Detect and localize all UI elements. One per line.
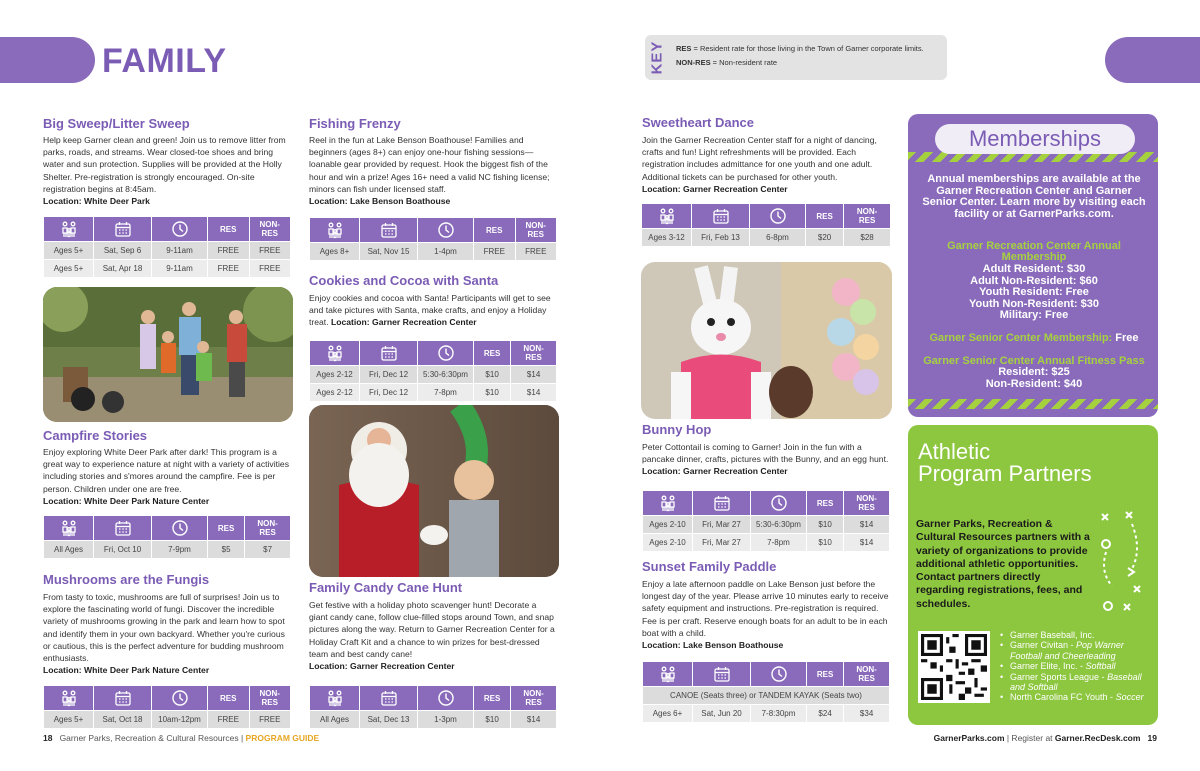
family-cleanup-photo [43, 287, 293, 422]
family-icon [60, 519, 78, 537]
clock-icon [171, 519, 189, 537]
footer-right: GarnerParks.com | Register at Garner.RecDesk.com 19 [933, 733, 1157, 743]
santa-photo [309, 405, 559, 577]
family-icon [658, 207, 676, 225]
partner-item: • Garner Baseball, Inc. [1000, 630, 1155, 640]
program-desc-candy-cane: Get festive with a holiday photo scavenger hunt! Decorate a giant candy cane, follow clue-filled stops around Town, and snap pictures along the way. Return to Garner Recreation Center for a Holiday Craft Kit and a chance to win prizes for best-dressed team and best candy cane! Location: Garner Recreation Center [309, 600, 555, 672]
schedule-table-mushrooms: RES NON- RES Ages 5+ Sat, Oct 18 10am-12pm FREE FREE [43, 685, 291, 729]
program-title-fishing: Fishing Frenzy [309, 116, 401, 131]
bunny-photo [641, 262, 892, 419]
schedule-table-campfire: RES NON- RES All Ages Fri, Oct 10 7-9pm $5 $7 [43, 515, 291, 559]
program-title-cocoa: Cookies and Cocoa with Santa [309, 273, 499, 288]
program-title-sweetheart: Sweetheart Dance [642, 115, 754, 130]
header-tab-right [1105, 37, 1200, 83]
partner-list [1000, 630, 1155, 703]
rec-center-heading: Garner Recreation Center Annual Membership [947, 240, 1121, 263]
calendar-icon [114, 519, 132, 537]
calendar-icon [114, 220, 132, 238]
program-desc-cocoa: Enjoy cookies and cocoa with Santa! Participants will get to see and take pictures with Santa, make crafts, and enjoy a Holiday treat. Location: Garner Recreation Center [309, 293, 551, 328]
stripe-divider-bottom [908, 399, 1158, 409]
partner-item: • Garner Sports League - Baseball and Softball [1000, 672, 1155, 693]
program-title-big-sweep: Big Sweep/Litter Sweep [43, 116, 190, 131]
calendar-icon [114, 689, 132, 707]
footer-left: 18 Garner Parks, Recreation & Cultural Resources | PROGRAM GUIDE [43, 733, 320, 743]
partner-item: • Garner Elite, Inc. - Softball [1000, 661, 1155, 671]
memberships-title: Memberships [935, 124, 1135, 154]
schedule-table-sweetheart: RES NON- RES Ages 3-12 Fri, Feb 13 6-8pm $20 $28 [641, 203, 891, 247]
clock-icon [770, 494, 788, 512]
program-title-candy-cane: Family Candy Cane Hunt [309, 580, 463, 595]
schedule-table-cocoa: RES NON- RES Ages 2-12 Fri, Dec 12 5:30-6:30pm $10 $14 Ages 2-12 Fri, Dec 12 7-8pm $10 $14 [309, 340, 557, 402]
program-desc-mushrooms: From tasty to toxic, mushrooms are full of surprises! Join us to explore the fascinating world of fungi. Discover the incredible variety of mushrooms growing in the park and learn how to spot and identify them in your own backyard. Whether you're curious or cautious, this is the perfect adventure for budding mushroom enthusiasts. Location: White Deer Park Nature Center [43, 592, 285, 676]
schedule-table-bunny: RES NON- RES Ages 2-10 Fri, Mar 27 5:30-6:30pm $10 $14 Ages 2-10 Fri, Mar 27 7-8pm $10 $14 [642, 490, 890, 552]
athletic-description: Garner Parks, Recreation & Cultural Resources partners with a variety of organizations to provide additional athletic opportunities. Contact partners directly regarding registrations, fees, and schedules. [916, 518, 1090, 610]
schedule-table-big-sweep: RES NON- RES Ages 5+ Sat, Sep 6 9-11am FREE FREE Ages 5+ Sat, Apr 18 9-11am FREE FREE [43, 216, 291, 278]
footer-site-link[interactable]: GarnerParks.com [933, 733, 1005, 743]
program-desc-bunny: Peter Cottontail is coming to Garner! Join in the fun with a pancake dinner, crafts, pictures with the Bunny, and an egg hunt. Location: Garner Recreation Center [642, 442, 889, 477]
clock-icon [437, 689, 455, 707]
clock-icon [769, 207, 787, 225]
program-desc-fishing: Reel in the fun at Lake Benson Boathouse! Families and beginners (ages 8+) can enjoy one-hour fishing sessions—loanable gear provided by request. Hook the biggest fish of the hour and win a prize! Ages 16+ need a valid NC fishing license; minors can fish under licensed staff. Location: Lake Benson Boathouse [309, 135, 550, 207]
header-tab-left [0, 37, 95, 83]
program-title-paddle: Sunset Family Paddle [642, 559, 777, 574]
clock-icon [770, 665, 788, 683]
footer-register-link[interactable]: Garner.RecDesk.com [1054, 733, 1141, 743]
family-icon [659, 494, 677, 512]
partner-item: • Garner Civitan - Pop Warner Football and Cheerleading [1000, 640, 1155, 661]
fitness-pass-rates: Resident: $25 Non-Resident: $40 [985, 366, 1083, 390]
program-title-campfire: Campfire Stories [43, 428, 148, 443]
partner-item: • North Carolina FC Youth - Soccer [1000, 692, 1155, 702]
program-desc-sweetheart: Join the Garner Recreation Center staff for a night of dancing, crafts and fun! Light refreshments will be provided. Each registration includes admittance for one youth and one adult. Additional tickets can be purchased for other youth. Location: Garner Recreation Center [642, 135, 877, 194]
clock-icon [437, 221, 455, 239]
memberships-intro: Annual memberships are available at the Garner Recreation Center and Garner Senior Center. Learn more by visiting each facility or at GarnerParks.com. [922, 173, 1146, 220]
program-title-mushrooms: Mushrooms are the Fungis [43, 572, 210, 587]
qr-code-icon[interactable] [918, 631, 990, 703]
clock-icon [437, 344, 455, 362]
family-icon [60, 220, 78, 238]
clock-icon [171, 220, 189, 238]
page-title: FAMILY [102, 42, 227, 80]
key-res-line: RES = Resident rate for those living in the Town of Garner corporate limits. [676, 44, 924, 53]
rec-center-rates: Adult Resident: $30 Adult Non-Resident: $60 Youth Resident: Free Youth Non-Resident: $30 Military: Free [969, 263, 1099, 321]
calendar-icon [713, 494, 731, 512]
calendar-icon [380, 689, 398, 707]
schedule-table-candy-cane: RES NON- RES All Ages Sat, Dec 13 1-3pm $10 $14 [309, 685, 557, 729]
calendar-icon [713, 665, 731, 683]
clock-icon [171, 689, 189, 707]
family-icon [659, 665, 677, 683]
program-desc-big-sweep: Help keep Garner clean and green! Join us to remove litter from parks, roads, and streams. Wear closed-toe shoes and bring water and sun protection. Supplies will be provided at the Holly Shelter. Pre-registration is strongly encouraged. On-site registration begins at 8:45am. Location: White Deer Park [43, 135, 286, 207]
family-icon [326, 221, 344, 239]
family-icon [60, 689, 78, 707]
family-icon [326, 689, 344, 707]
senior-center-membership: Garner Senior Center Membership: Free [929, 332, 1139, 344]
schedule-table-fishing: RES NON- RES Ages 8+ Sat, Nov 15 1-4pm FREE FREE [309, 217, 557, 261]
program-title-bunny: Bunny Hop [642, 422, 712, 437]
key-label: KEY [648, 40, 666, 75]
calendar-icon [380, 344, 398, 362]
athletic-title: Athletic Program Partners [918, 439, 1092, 486]
schedule-table-paddle: RES NON- RES CANOE (Seats three) or TANDEM KAYAK (Seats two) Ages 6+ Sat, Jun 20 7-8:30pm $24 $34 [642, 661, 890, 723]
program-desc-campfire: Enjoy exploring White Deer Park after dark! This program is a great way to experience nature at night with a variety of activities including stories and s'mores around the campfire. Fee is per person. Children under one are free. Location: White Deer Park Nature Center [43, 447, 290, 506]
fitness-pass-heading: Garner Senior Center Annual Fitness Pass [923, 355, 1145, 367]
key-nonres-line: NON-RES = Non-resident rate [676, 58, 778, 67]
play-diagram-icon [1094, 508, 1146, 618]
calendar-icon [380, 221, 398, 239]
calendar-icon [712, 207, 730, 225]
program-desc-paddle: Enjoy a late afternoon paddle on Lake Benson just before the longest day of the year. Please arrive 10 minutes early to receive safety equipment and instructions. Pre-registration is required. Fee is per craft. Reserve enough boats for an adult to be in each boat with a child. Location: Lake Benson Boathouse [642, 579, 889, 651]
family-icon [326, 344, 344, 362]
